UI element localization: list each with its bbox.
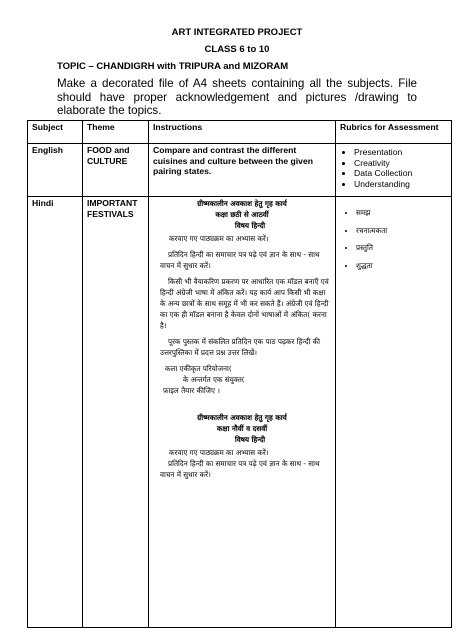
header-rubrics: Rubrics for Assessment — [336, 121, 452, 144]
hindi-section2-p1: करवाए गए पाठ्यक्रम का अभ्यास करें। — [169, 448, 269, 457]
hindi-section1-p5a: कला एकीकृत परियोजना( — [165, 364, 232, 373]
rubric-table — [27, 120, 452, 628]
topic-line: TOPIC – CHANDIGRH with TRIPURA and MIZORAM — [57, 61, 289, 72]
rubric-item: • समझ — [356, 208, 447, 219]
hindi-rubrics-cell — [336, 197, 452, 628]
hindi-section1-p1: करवाए गए पाठ्यक्रम का अभ्यास करें। — [169, 234, 269, 243]
hindi-section1-p5b: के अन्तर्गत एक संयुक्त( — [183, 375, 245, 384]
rubric-item: • रचनात्मकता — [356, 226, 447, 237]
project-title: ART INTEGRATED PROJECT — [171, 27, 303, 38]
hindi-subject: Hindi — [28, 197, 83, 628]
hindi-section1-subject: विषय हिन्दी — [234, 221, 266, 230]
class-range: CLASS 6 to 10 — [204, 44, 270, 55]
rubric-item: • Creativity — [354, 158, 447, 169]
rubric-item: • प्रस्तुति — [356, 243, 447, 254]
rubric-item: • Presentation — [354, 147, 447, 158]
hindi-section2-class: कक्षा नौवीं व दसवीं — [216, 424, 268, 433]
hindi-theme: IMPORTANT FESTIVALS — [83, 197, 149, 628]
table-row-hindi — [28, 197, 452, 628]
rubric-item: • Data Collection — [354, 168, 447, 179]
english-instructions: Compare and contrast the different cuisines and culture between the given pairing states. — [149, 144, 336, 197]
english-subject: English — [28, 144, 83, 197]
hindi-section2-title: ग्रीष्मकालीन अवकाश हेतु गृह कार्य — [197, 413, 287, 422]
rubric-item: • शुद्धता — [356, 261, 447, 272]
english-theme: FOOD and CULTURE — [83, 144, 149, 197]
hindi-section1-title: ग्रीष्मकालीन अवकाश हेतु गृह कार्य — [197, 199, 287, 208]
hindi-section1-p5c: फ़ाइल तैयार कीजिए । — [163, 386, 221, 395]
hindi-section2-p2: प्रतिदिन हिन्दी का समाचार पत्र पढ़े एवं ज्ञान के साथ - साथ वाचन में सुधार करें। — [160, 459, 320, 479]
hindi-section2-subject: विषय हिन्दी — [234, 435, 266, 444]
rubric-item: • Understanding — [354, 179, 447, 190]
instruction-paragraph: Make a decorated file of A4 sheets containing all the subjects. File should have proper acknowledgement and pictures /drawing to elaborate the topics. — [57, 77, 417, 117]
english-rubric-list — [340, 147, 447, 189]
hindi-section1-p4: पूरक पुस्तक में संकलित प्रतिदिन एक पाठ पढ़कर हिन्दी की उत्तरपुस्तिका में प्रदत्त प्रश्न उत्तर लिखें। — [160, 337, 320, 357]
hindi-instructions-cell — [149, 197, 336, 628]
table-header-row — [28, 121, 452, 144]
header-theme: Theme — [83, 121, 149, 144]
header-instructions: Instructions — [149, 121, 336, 144]
table-row-english — [28, 144, 452, 197]
hindi-instructions — [153, 198, 331, 480]
hindi-section1-p3: किसी भी वैयाकरिण प्रकरण पर आधारित एक मॉडल बनाएँ एवं हिन्दी अंग्रेजी भाषा में अंकित करें। यह कार्य आप किसी भी कक्षा के अन्य छात्रों के साथ समूह में भी कर सकते हैं। अंग्रेजी एवं हिन्दी का एक ही मॉडल बनाना है केवल दोनों भाषाओं में अंकित( करना है। — [160, 277, 329, 330]
english-rubrics-cell — [336, 144, 452, 197]
hindi-rubric-list — [340, 208, 447, 271]
header-subject: Subject — [28, 121, 83, 144]
hindi-section1-p2: प्रतिदिन हिन्दी का समाचार पत्र पढ़े एवं ज्ञान के साथ - साथ वाचन में सुधार करें। — [160, 250, 320, 270]
hindi-section1-class: कक्षा छठी से आठवीं — [215, 210, 269, 219]
